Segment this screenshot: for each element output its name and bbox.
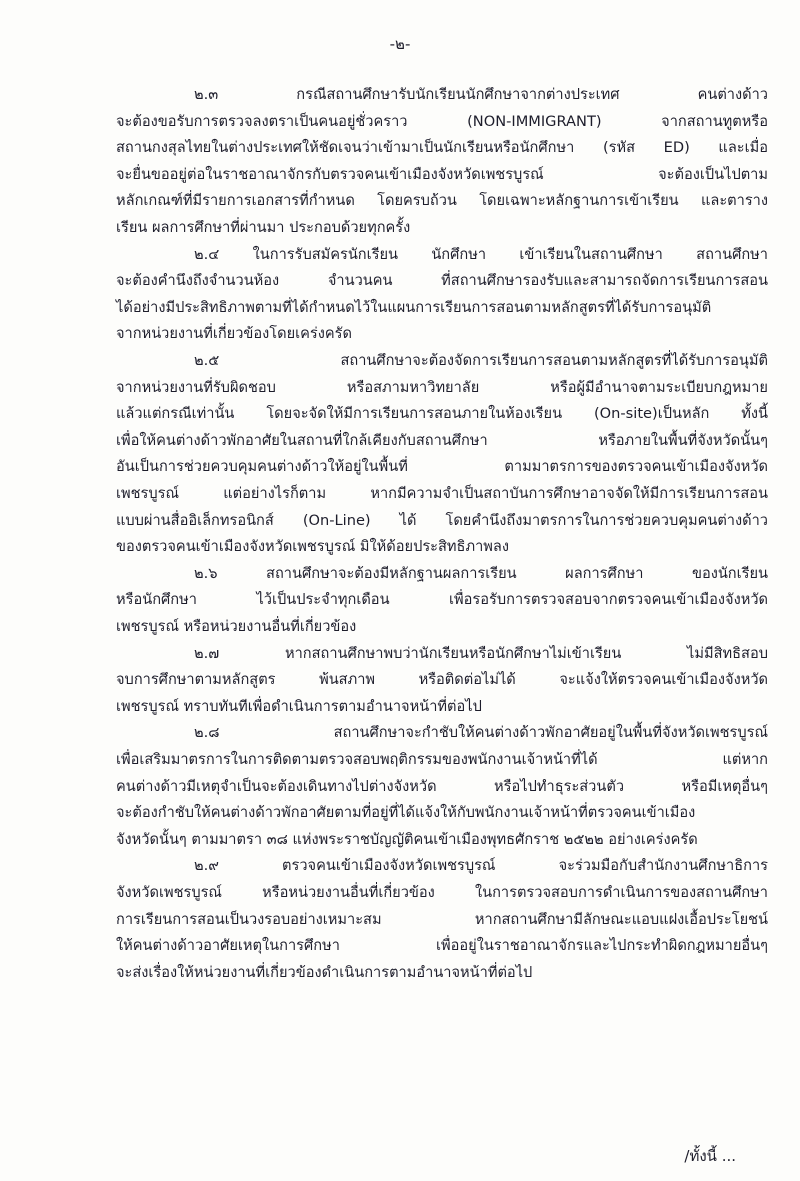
page-number: -๒-	[389, 35, 411, 53]
paragraph-line: จะยื่นขออยู่ต่อในราชอาณาจักรกับตรวจคนเข้าเมืองจังหวัดเพชรบูรณ์ จะต้องเป็นไปตาม	[116, 165, 768, 183]
paragraph-line: ให้คนต่างด้าวอาศัยเหตุในการศึกษา เพื่ออยู่ในราชอาณาจักรและไปกระทำผิดกฎหมายอื่นๆ	[116, 937, 768, 955]
paragraph-line: เพชรบูรณ์ แต่อย่างไรก็ตาม หากมีความจำเป็นสถาบันการศึกษาอาจจัดให้มีการเรียนการสอน	[116, 485, 768, 502]
paragraph-line: จะต้องคำนึงถึงจำนวนห้อง จำนวนคน ที่สถานศึกษารองรับและสามารถจัดการเรียนการสอน	[116, 272, 768, 290]
paragraph-first-line: ๒.๗ หากสถานศึกษาพบว่านักเรียนหรือนักศึกษาไม่เข้าเรียน ไม่มีสิทธิสอบ	[194, 644, 768, 662]
paragraph-first-line: ๒.๖ สถานศึกษาจะต้องมีหลักฐานผลการเรียน ผลการศึกษา ของนักเรียน	[194, 564, 768, 582]
paragraph-first-line: ๒.๓ กรณีสถานศึกษารับนักเรียนนักศึกษาจากต่างประเทศ คนต่างด้าว	[194, 86, 768, 103]
paragraph-first-line: ๒.๔ ในการรับสมัครนักเรียน นักศึกษา เข้าเรียนในสถานศึกษา สถานศึกษา	[194, 245, 768, 263]
paragraph-line: การเรียนการสอนเป็นวงรอบอย่างเหมาะสม หากสถานศึกษามีลักษณะแอบแฝงเอื้อประโยชน์	[116, 910, 768, 928]
paragraph-line: จากหน่วยงานที่เกี่ยวข้องโดยเคร่งครัด	[116, 325, 352, 343]
paragraph-line: เพชรบูรณ์ หรือหน่วยงานอื่นที่เกี่ยวข้อง	[116, 618, 357, 635]
paragraph-line: เพื่อให้คนต่างด้าวพักอาศัยในสถานที่ใกล้เคียงกับสถานศึกษา หรือภายในพื้นที่จังหวัดนั้นๆ	[116, 431, 768, 449]
paragraph-line: จะส่งเรื่องให้หน่วยงานที่เกี่ยวข้องดำเนินการตามอำนาจหน้าที่ต่อไป	[116, 963, 533, 981]
paragraph-line: สถานกงสุลไทยในต่างประเทศให้ชัดเจนว่าเข้ามาเป็นนักเรียนหรือนักศึกษา (รหัส ED) และเมื่อ	[116, 139, 768, 157]
paragraph-line: จะต้องกำชับให้คนต่างด้าวพักอาศัยตามที่อยู่ที่ได้แจ้งให้กับพนักงานเจ้าหน้าที่ตรวจคนเข้าเมือง	[116, 804, 696, 822]
continuation-marker: /ทั้งนี้ ...	[684, 1147, 736, 1165]
paragraph-line: จังหวัดนั้นๆ ตามมาตรา ๓๘ แห่งพระราชบัญญัติคนเข้าเมืองพุทธศักราช ๒๕๒๒ อย่างเคร่งครัด	[116, 830, 698, 848]
paragraph-line: จังหวัดเพชรบูรณ์ หรือหน่วยงานอื่นที่เกี่ยวข้อง ในการตรวจสอบการดำเนินการของสถานศึกษา	[116, 884, 768, 901]
paragraph-line: ของตรวจคนเข้าเมืองจังหวัดเพชรบูรณ์ มิให้ด้อยประสิทธิภาพลง	[116, 538, 509, 556]
paragraph-line: คนต่างด้าวมีเหตุจำเป็นจะต้องเดินทางไปต่างจังหวัด หรือไปทำธุระส่วนตัว หรือมีเหตุอื่นๆ	[116, 777, 768, 795]
paragraph-line: ได้อย่างมีประสิทธิภาพตามที่ได้กำหนดไว้ในแผนการเรียนการสอนตามหลักสูตรที่ได้รับการอนุมัติ	[116, 298, 712, 316]
paragraph-line: แบบผ่านสื่ออิเล็กทรอนิกส์ (On-Line) ได้ โดยคำนึงถึงมาตรการในการช่วยควบคุมคนต่างด้าว	[116, 511, 768, 529]
paragraph-line: จบการศึกษาตามหลักสูตร พ้นสภาพ หรือติดต่อไม่ได้ จะแจ้งให้ตรวจคนเข้าเมืองจังหวัด	[116, 671, 768, 689]
paragraph-line: เพชรบูรณ์ ทราบทันทีเพื่อดำเนินการตามอำนาจหน้าที่ต่อไป	[116, 697, 482, 715]
paragraph-first-line: ๒.๙ ตรวจคนเข้าเมืองจังหวัดเพชรบูรณ์ จะร่วมมือกับสำนักงานศึกษาธิการ	[194, 857, 768, 875]
paragraph-line: เพื่อเสริมมาตรการในการติดตามตรวจสอบพฤติกรรมของพนักงานเจ้าหน้าที่ได้ แต่หาก	[116, 751, 768, 768]
paragraph-line: จากหน่วยงานที่รับผิดชอบ หรือสภามหาวิทยาลัย หรือผู้มีอำนาจตามระเบียบกฎหมาย	[116, 378, 768, 396]
paragraph-first-line: ๒.๕ สถานศึกษาจะต้องจัดการเรียนการสอนตามหลักสูตรที่ได้รับการอนุมัติ	[194, 352, 768, 369]
paragraph-line: แล้วแต่กรณีเท่านั้น โดยจะจัดให้มีการเรียนการสอนภายในห้องเรียน (On-site)เป็นหลัก ทั้งนี้	[116, 405, 768, 423]
paragraph-line: หรือนักศึกษา ไว้เป็นประจำทุกเดือน เพื่อรอรับการตรวจสอบจากตรวจคนเข้าเมืองจังหวัด	[116, 591, 768, 609]
paragraph-line: อันเป็นการช่วยควบคุมคนต่างด้าวให้อยู่ในพื้นที่ ตามมาตรการของตรวจคนเข้าเมืองจังหวัด	[116, 458, 768, 476]
paragraph-line: เรียน ผลการศึกษาที่ผ่านมา ประกอบด้วยทุกครั้ง	[116, 219, 411, 236]
paragraph-line: หลักเกณฑ์ที่มีรายการเอกสารที่กำหนด โดยครบถ้วน โดยเฉพาะหลักฐานการเข้าเรียน และตาราง	[116, 192, 768, 210]
paragraph-first-line: ๒.๘ สถานศึกษาจะกำชับให้คนต่างด้าวพักอาศัยอยู่ในพื้นที่จังหวัดเพชรบูรณ์	[194, 724, 768, 742]
paragraph-line: จะต้องขอรับการตรวจลงตราเป็นคนอยู่ชั่วคราว (NON-IMMIGRANT) จากสถานทูตหรือ	[116, 112, 768, 130]
